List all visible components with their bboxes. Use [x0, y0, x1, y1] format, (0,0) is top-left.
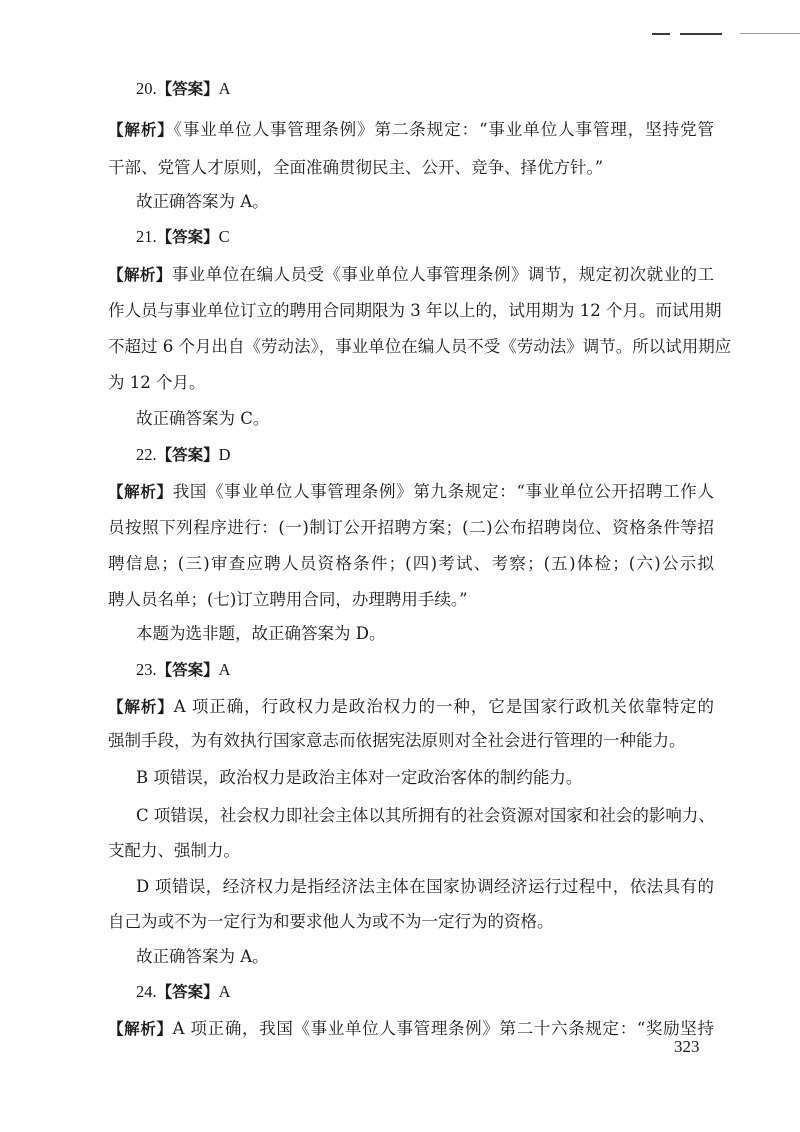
answer-label: 【答案】 [156, 661, 219, 679]
question-number: 20. [136, 79, 157, 98]
question-number: 22. [136, 445, 157, 464]
analysis-text: A 项正确，行政权力是政治权力的一种，它是国家行政机关依靠特定的 [173, 697, 714, 716]
question-23-option-b: B 项错误，政治权力是政治主体对一定政治客体的制约能力。 [136, 768, 583, 787]
question-23-analysis-line-1 [108, 695, 714, 719]
question-21-conclusion: 故正确答案为 C。 [136, 409, 270, 428]
answer-label: 【答案】 [156, 983, 219, 1001]
question-22-analysis-line-4: 聘人员名单；(七)订立聘用合同，办理聘用手续。” [108, 590, 468, 609]
answer-label: 【答案】 [156, 446, 219, 464]
question-22-conclusion: 本题为选非题，故正确答案为 D。 [136, 624, 386, 643]
question-number: 21. [136, 227, 157, 246]
analysis-text: 我国《事业单位人事管理条例》第九条规定：“事业单位公开招聘工作人 [172, 482, 714, 501]
question-22-analysis-line-1 [108, 480, 714, 504]
question-number: 24. [136, 982, 157, 1001]
analysis-text: 事业单位在编人员受《事业单位人事管理条例》调节，规定初次就业的工 [171, 265, 714, 284]
question-23-option-d-line-2: 自己为或不为一定行为和要求他人为或不为一定行为的资格。 [108, 912, 554, 931]
question-22-analysis-line-3: 聘信息；(三)审查应聘人员资格条件；(四)考试、考察；(五)体检；(六)公示拟 [108, 554, 714, 573]
question-20-conclusion: 故正确答案为 A。 [136, 192, 269, 211]
analysis-label: 【解析】 [108, 121, 174, 139]
question-23-conclusion: 故正确答案为 A。 [136, 947, 269, 966]
question-20-analysis-line-1 [108, 118, 714, 142]
analysis-label: 【解析】 [108, 266, 172, 284]
analysis-text: A 项正确，我国《事业单位人事管理条例》第二十六条规定：“奖励坚持 [172, 1019, 714, 1038]
answer-label: 【答案】 [156, 80, 219, 98]
answer-label: 【答案】 [156, 228, 219, 246]
question-23-analysis-line-2: 强制手段，为有效执行国家意志而依据宪法原则对全社会进行管理的一种能力。 [108, 731, 686, 750]
question-22-answer-line [136, 443, 231, 467]
scan-artifact [680, 33, 722, 35]
analysis-label: 【解析】 [108, 483, 173, 501]
answer-value: A [218, 660, 231, 679]
analysis-label: 【解析】 [108, 1020, 173, 1038]
question-20-answer-line [136, 77, 231, 101]
answer-value: A [218, 982, 231, 1001]
answer-value: C [218, 227, 230, 246]
question-23-answer-line [136, 658, 231, 682]
question-number: 23. [136, 660, 157, 679]
answer-value: A [218, 79, 231, 98]
question-23-option-c-line-2: 支配力、强制力。 [108, 841, 240, 860]
question-24-analysis-line-1 [108, 1017, 714, 1041]
question-21-analysis-line-2: 作人员与事业单位订立的聘用合同期限为 3 年以上的，试用期为 12 个月。而试用期 [108, 301, 722, 320]
question-24-answer-line [136, 980, 231, 1004]
question-23-option-d-line-1: D 项错误，经济权力是指经济法主体在国家协调经济运行过程中，依法具有的 [136, 877, 714, 896]
question-21-analysis-line-4: 为 12 个月。 [108, 373, 206, 392]
question-21-answer-line [136, 225, 230, 249]
analysis-text: 《事业单位人事管理条例》第二条规定：“事业单位人事管理，坚持党管 [173, 120, 714, 139]
answer-value: D [218, 445, 231, 464]
scan-artifact [652, 33, 670, 35]
question-22-analysis-line-2: 员按照下列程序进行：(一)制订公开招聘方案；(二)公布招聘岗位、资格条件等招 [108, 518, 714, 537]
question-20-analysis-line-2: 干部、党管人才原则，全面准确贯彻民主、公开、竞争、择优方针。” [108, 158, 604, 177]
question-21-analysis-line-3: 不超过 6 个月出自《劳动法》，事业单位在编人员不受《劳动法》调节。所以试用期应 [108, 337, 732, 356]
question-21-analysis-line-1 [108, 263, 714, 287]
analysis-label: 【解析】 [108, 698, 174, 716]
scan-artifact [740, 33, 800, 34]
question-23-option-c-line-1: C 项错误，社会权力即社会主体以其所拥有的社会资源对国家和社会的影响力、 [136, 806, 715, 825]
page-number: 323 [674, 1037, 700, 1056]
